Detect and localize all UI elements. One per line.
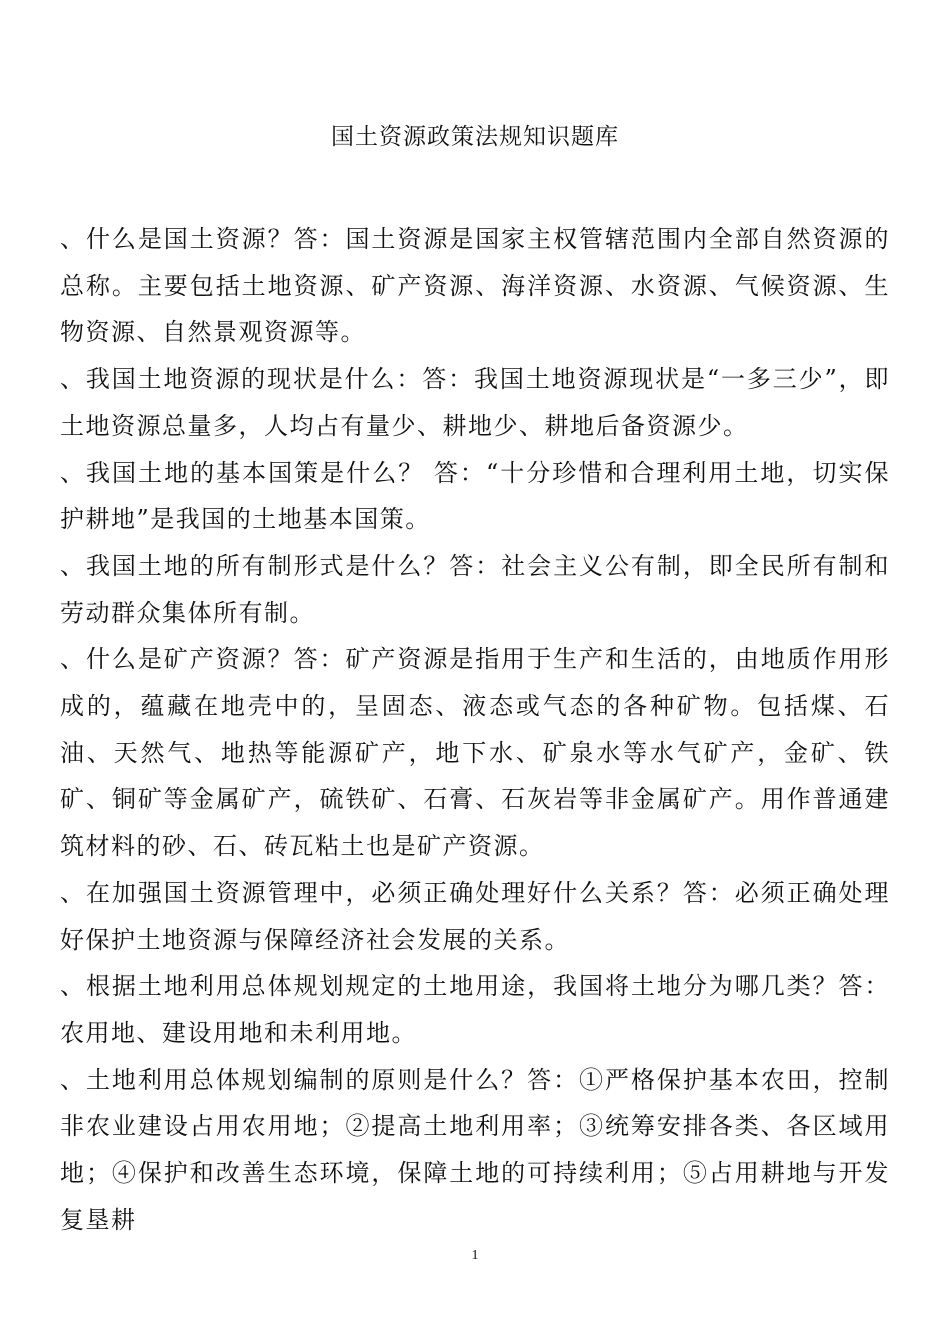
question-paragraph-5: 、什么是矿产资源？答：矿产资源是指用于生产和生活的，由地质作用形成的，蕴藏在地壳中的，呈固态、液态或气态的各种矿物。包括煤、石油、天然气、地热等能源矿产，地下水、矿泉水等水气矿产，金矿、铁矿、铜矿等金属矿产，硫铁矿、石膏、石灰岩等非金属矿产。用作普通建筑材料的砂、石、砖瓦粘土也是矿产资源。 (60, 645, 890, 861)
question-paragraph-2: 、我国土地资源的现状是什么：答：我国土地资源现状是“一多三少”，即土地资源总量多，人均占有量少、耕地少、耕地后备资源少。 (60, 365, 890, 440)
document-body (60, 216, 890, 1243)
question-paragraph-3: 、我国土地的基本国策是什么？ 答：“十分珍惜和合理利用土地，切实保护耕地”是我国的土地基本国策。 (60, 458, 890, 534)
question-paragraph-4: 、我国土地的所有制形式是什么？答：社会主义公有制，即全民所有制和劳动群众集体所有制。 (60, 551, 890, 627)
question-paragraph-1: 、什么是国土资源？答：国土资源是国家主权管辖范围内全部自然资源的总称。主要包括土地资源、矿产资源、海洋资源、水资源、气候资源、生物资源、自然景观资源等。 (60, 225, 890, 347)
question-paragraph-7: 、根据土地利用总体规划规定的土地用途，我国将土地分为哪几类？答：农用地、建设用地和未利用地。 (60, 972, 890, 1047)
page-number: 1 (471, 1248, 479, 1263)
question-paragraph-6: 、在加强国土资源管理中，必须正确处理好什么关系？答：必须正确处理好保护土地资源与保障经济社会发展的关系。 (60, 878, 890, 954)
question-paragraph-8: 、土地利用总体规划编制的原则是什么？答：①严格保护基本农田，控制非农业建设占用农用地；②提高土地利用率；③统筹安排各类、各区域用地；④保护和改善生态环境，保障土地的可持续利用；⑤占用耕地与开发复垦耕 (60, 1065, 890, 1234)
document-title: 国土资源政策法规知识题库 (331, 124, 619, 150)
